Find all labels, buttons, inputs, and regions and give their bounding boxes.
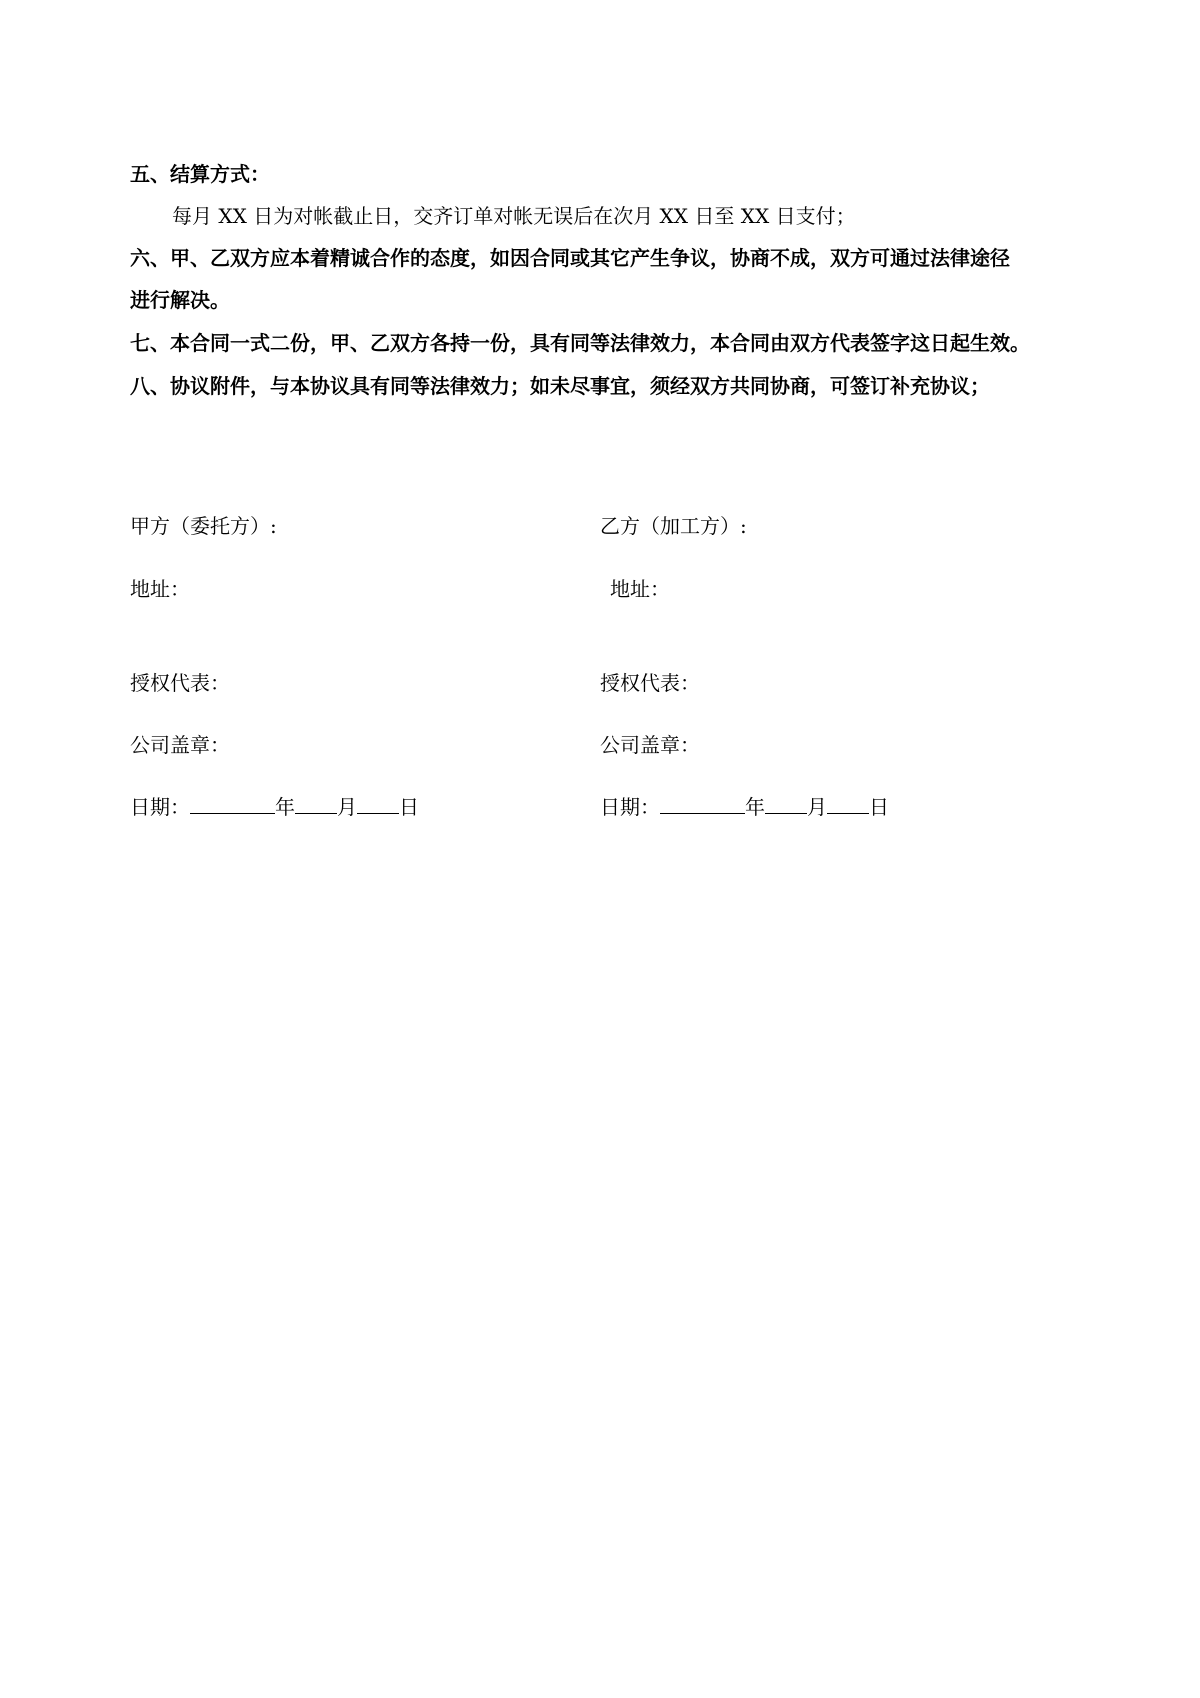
party-a-seal-label: 公司盖章：	[130, 733, 230, 757]
section-5-heading: 五、结算方式：	[130, 162, 270, 186]
party-b-title: 乙方（加工方）:	[600, 514, 747, 538]
party-a-representative-label: 授权代表：	[130, 671, 230, 695]
party-a-year-blank[interactable]	[190, 793, 275, 814]
party-a-year-label: 年	[275, 795, 295, 819]
party-b-month-blank[interactable]	[765, 793, 807, 814]
party-b-address-label: 地址：	[610, 577, 670, 601]
party-b-day-blank[interactable]	[827, 793, 869, 814]
party-a-month-label: 月	[337, 795, 357, 819]
party-a-date-label: 日期：	[130, 795, 190, 819]
party-a-day-label: 日	[399, 795, 419, 819]
section-8: 八、协议附件，与本协议具有同等法律效力；如未尽事宜，须经双方共同协商，可签订补充协议；	[130, 374, 990, 398]
party-b-day-label: 日	[869, 795, 889, 819]
party-b-year-blank[interactable]	[660, 793, 745, 814]
party-a-day-blank[interactable]	[357, 793, 399, 814]
section-5-body: 每月 XX 日为对帐截止日，交齐订单对帐无误后在次月 XX 日至 XX 日支付；	[172, 204, 856, 228]
party-a-month-blank[interactable]	[295, 793, 337, 814]
party-b-year-label: 年	[745, 795, 765, 819]
party-a-date-row	[130, 793, 419, 821]
section-7: 七、本合同一式二份，甲、乙双方各持一份，具有同等法律效力，本合同由双方代表签字这日起生效。	[130, 331, 1030, 355]
party-b-date-label: 日期：	[600, 795, 660, 819]
party-b-month-label: 月	[807, 795, 827, 819]
party-b-seal-label: 公司盖章：	[600, 733, 700, 757]
party-a-title: 甲方（委托方）:	[130, 514, 277, 538]
party-a-address-label: 地址：	[130, 577, 190, 601]
section-6-line-1: 六、甲、乙双方应本着精诚合作的态度，如因合同或其它产生争议，协商不成，双方可通过法律途径	[130, 246, 1010, 270]
section-6-line-2: 进行解决。	[130, 288, 230, 312]
party-b-date-row	[600, 793, 889, 821]
party-b-representative-label: 授权代表：	[600, 671, 700, 695]
